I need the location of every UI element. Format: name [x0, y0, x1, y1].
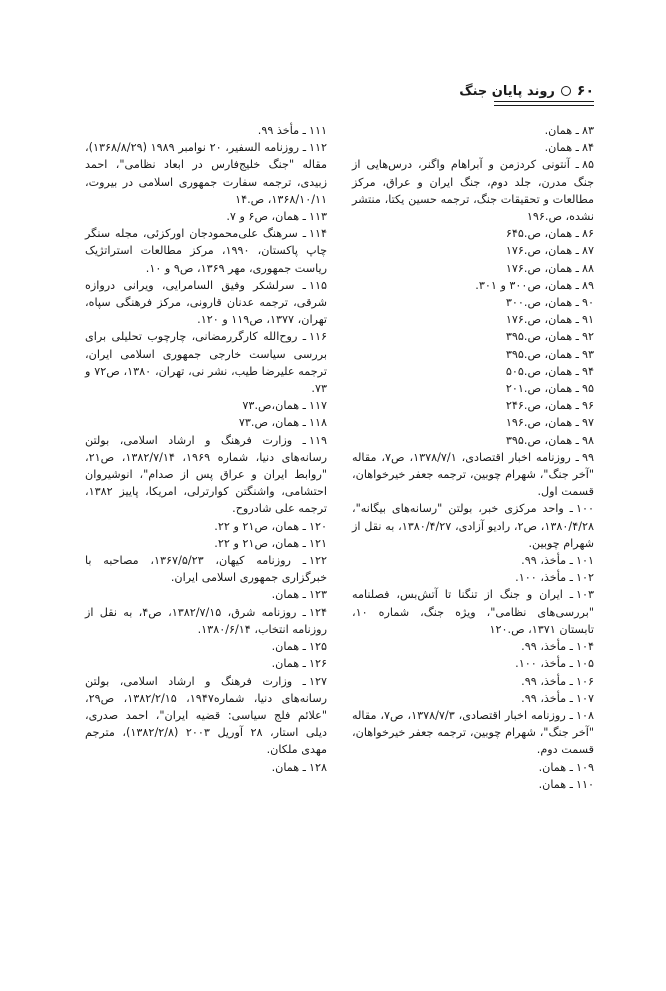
footnote-number: ۱۲۳ [308, 588, 327, 602]
footnote-number: ۹۳ [581, 347, 594, 361]
footnote-number: ۱۱۰ [575, 777, 594, 791]
footnote-number: ۹۷ [581, 416, 594, 430]
footnotes-right-column [352, 122, 594, 793]
footnote-item [85, 535, 327, 552]
footnote-item [85, 432, 327, 518]
footnote-number: ۸۹ [581, 278, 594, 292]
footnote-text: ـ وزارت فرهنگ و ارشاد اسلامی، بولتن رسانه‌های دنیا، شماره۱۹۴۷، ۱۳۸۲/۲/۱۵، ص۲۹، "علائم فلج سیاسی: قضیه ایران"، احمد صدری، دیلی استار، ۲۸ آوریل ۲۰۰۳ (۱۳۸۲/۲/۸)، مترجم مهدی ملکان. [85, 674, 327, 757]
footnote-item [352, 552, 594, 569]
footnote-text: ـ همان، ص۲۱ و ۲۲. [214, 519, 306, 533]
footnote-number: ۱۰۶ [575, 674, 594, 688]
footnote-text: ـ واحد مرکزی خبر، بولتن "رسانه‌های بیگانه"، ۱۳۸۰/۴/۲۸، ص۲، رادیو آزادی، ۱۳۸۰/۴/۲۷، به نقل از شهرام چوبین. [352, 502, 594, 550]
footnote-text: ـ همان. [271, 760, 306, 774]
footnote-item [352, 759, 594, 776]
footnote-number: ۱۲۲ [308, 554, 328, 568]
footnote-number: ۹۱ [581, 313, 594, 327]
footnote-number: ۱۰۱ [575, 554, 594, 568]
footnote-text: ـ همان، ص.۱۷۶ [505, 244, 579, 258]
footnote-number: ۸۵ [581, 158, 594, 172]
footnote-item [85, 122, 327, 139]
footnote-item [352, 363, 594, 380]
footnote-item [352, 569, 594, 586]
footnote-text: ـ آنتونی کردزمن و آبراهام واگنر، درس‌هایی از جنگ مدرن، جلد دوم، جنگ ایران و عراق، مرکز مطالعات و تحقیقات جنگ، ترجمه حسین یکتا، منتشر نشده، ص.۱۹۶ [352, 158, 594, 224]
footnote-text: ـ همان. [271, 640, 306, 654]
page-number: ۶۰ [576, 83, 594, 99]
footnote-number: ۱۱۶ [308, 330, 327, 344]
footnote-number: ۸۳ [581, 124, 594, 137]
footnote-number: ۱۰۷ [575, 691, 594, 705]
footnote-text: ـ روزنامه کیهان، ۱۳۶۷/۵/۲۳، مصاحبه با خبرگزاری جمهوری اسلامی ایران. [85, 554, 327, 585]
footnote-number: ۱۰۲ [575, 571, 594, 585]
footnote-number: ۱۰۳ [575, 588, 594, 602]
circle-bullet-icon [561, 86, 571, 96]
footnote-number: ۹۹ [581, 450, 594, 464]
footnote-number: ۹۲ [581, 330, 594, 344]
footnote-text: ـ مأخذ، ۱۰۰. [515, 571, 573, 585]
footnote-item [85, 414, 327, 431]
footnote-text: ـ سرهنگ علی‌محمودجان اورکزئی، مجله سنگر چاپ پاکستان، ۱۹۹۰، مرکز مطالعات استراتژیک ریاست جمهوری، مهر ۱۳۶۹، ص۹ و ۱۰. [85, 227, 327, 275]
footnote-number: ۱۱۱ [308, 124, 327, 137]
footnote-number: ۱۲۵ [308, 640, 327, 654]
footnote-text: ـ ایران و جنگ از تنگنا تا آتش‌بس، فصلنامه "بررسی‌های نظامی"، ویژه جنگ، شماره ۱۰، تابستان ۱۳۷۱، ص.۱۲۰ [352, 588, 594, 636]
footnote-number: ۱۰۰ [575, 502, 594, 516]
footnote-item [352, 139, 594, 156]
footnote-text: ـ همان، ص.۷۳ [238, 416, 306, 430]
footnote-item [352, 225, 594, 242]
footnote-item [85, 397, 327, 414]
footnotes-left-column [85, 122, 327, 776]
footnote-item [352, 397, 594, 414]
footnote-text: ـ همان، ص.۱۹۶ [505, 416, 579, 430]
footnote-text: ـ روزنامه شرق، ۱۳۸۲/۷/۱۵، ص۴، به نقل از روزنامه انتخاب، ۱۳۸۰/۶/۱۴. [85, 605, 327, 636]
footnote-text: ـ همان. [538, 760, 573, 774]
footnote-text: ـ همان، ص۲۱ و ۲۲. [214, 536, 306, 550]
footnote-item [352, 328, 594, 345]
footnote-number: ۱۲۷ [308, 674, 327, 688]
footnote-item [352, 277, 594, 294]
footnote-item [352, 586, 594, 638]
footnote-item [85, 552, 327, 586]
footnote-item [85, 759, 327, 776]
footnote-item [85, 655, 327, 672]
footnote-number: ۱۱۵ [308, 278, 327, 292]
footnote-item [85, 604, 327, 638]
footnote-item [352, 311, 594, 328]
footnote-item [85, 638, 327, 655]
footnote-number: ۱۱۸ [308, 416, 327, 430]
footnote-number: ۱۲۶ [308, 657, 327, 671]
footnote-text: ـ وزارت فرهنگ و ارشاد اسلامی، بولتن رسانه‌های دنیا، شماره ۱۹۶۹، ۱۳۸۲/۷/۱۴، ص۲۱، "روابط ایران و عراق پس از صدام"، انوشیروان احتشامی، واشنگتن کوارترلی، امریکا، پاییز ۱۳۸۲، ترجمه علی شادروح. [85, 433, 327, 516]
footnote-text: ـ مأخذ ۹۹. [257, 124, 306, 137]
footnote-number: ۱۰۹ [575, 760, 594, 774]
footnote-item [352, 500, 594, 552]
footnote-text: ـ مأخذ، ۱۰۰. [515, 657, 573, 671]
footnote-number: ۱۲۸ [308, 760, 327, 774]
footnote-text: ـ همان، ص۳۰۰ و ۳۰۱. [475, 278, 579, 292]
footnote-text: ـ روزنامه اخبار اقتصادی، ۱۳۷۸/۷/۳، ص۷، مقاله "آخر جنگ"، شهرام چوبین، ترجمه جعفر خیرخواهان، قسمت دوم. [352, 708, 594, 757]
footnote-text: ـ همان، ص.۳۹۵ [505, 330, 579, 344]
footnote-item [352, 294, 594, 311]
footnote-number: ۱۲۱ [308, 536, 327, 550]
footnote-number: ۱۲۴ [308, 605, 327, 619]
footnote-item [352, 156, 594, 225]
footnote-item [85, 208, 327, 225]
footnote-item [352, 260, 594, 277]
footnote-text: ـ همان، ص.۳۰۰ [505, 296, 579, 310]
footnote-item [352, 449, 594, 501]
footnote-number: ۹۸ [581, 433, 594, 447]
footnote-item [352, 242, 594, 259]
footnote-number: ۱۱۴ [308, 227, 327, 241]
footnote-text: ـ همان. [538, 777, 573, 791]
footnote-text: ـ همان، ص.۱۷۶ [505, 313, 579, 327]
footnote-text: ـ روزنامه السفیر، ۲۰ نوامبر ۱۹۸۹ (۱۳۶۸/۸/۲۹)، مقاله "جنگ خلیج‌فارس در ابعاد نظامی"، احمد زبیدی، ترجمه سفارت جمهوری اسلامی در بیروت، ۱۳۶۸/۱۰/۱۱، ص.۱۴ [85, 141, 327, 206]
footnote-item [85, 518, 327, 535]
footnote-text: ـ همان، ص۶ و ۷. [226, 210, 306, 224]
footnote-item [352, 707, 594, 759]
footnote-item [352, 346, 594, 363]
header-rule [494, 101, 594, 106]
footnote-number: ۱۰۸ [575, 708, 594, 722]
footnote-text: ـ روح‌الله کارگررمضانی، چارچوب تحلیلی برای بررسی سیاست خارجی جمهوری اسلامی ایران، ترجمه علیرضا طیب، نشر نی، تهران، ۱۳۸۰، ص۷۲ و ۷۳. [85, 330, 327, 396]
footnote-item [85, 139, 327, 208]
page-header [72, 80, 594, 102]
footnote-text: ـ همان، ص.۳۹۵ [505, 347, 579, 361]
footnote-item [352, 414, 594, 431]
footnote-text: ـ همان. [544, 141, 579, 155]
footnote-text: ـ همان، ص.۲۰۱ [505, 382, 579, 396]
footnote-text: ـ همان، ص.۶۴۵ [505, 227, 579, 241]
footnote-item [85, 328, 327, 397]
footnote-text: ـ همان، ص.۲۴۶ [505, 399, 579, 413]
footnote-item [352, 380, 594, 397]
footnote-number: ۸۶ [581, 227, 594, 241]
footnote-item [352, 122, 594, 139]
footnote-number: ۱۱۹ [308, 433, 327, 447]
footnote-item [352, 655, 594, 672]
footnote-text: ـ همان،ص.۷۳ [242, 399, 306, 413]
footnote-item [352, 690, 594, 707]
footnote-number: ۱۱۷ [308, 399, 327, 413]
footnote-text: ـ مأخذ، ۹۹. [521, 674, 573, 688]
footnote-number: ۱۲۰ [308, 519, 327, 533]
footnote-text: ـ همان. [271, 588, 306, 602]
footnote-number: ۹۵ [581, 382, 594, 396]
footnote-number: ۹۶ [581, 399, 594, 413]
footnote-item [85, 277, 327, 329]
footnote-text: ـ مأخذ، ۹۹. [521, 640, 573, 654]
footnote-text: ـ همان. [544, 124, 579, 137]
footnote-number: ۹۴ [581, 364, 594, 378]
running-head: روند پایان جنگ [459, 83, 555, 99]
footnote-text: ـ همان، ص.۱۷۶ [505, 261, 579, 275]
footnote-number: ۹۰ [581, 296, 594, 310]
footnote-item [85, 586, 327, 603]
footnote-text: ـ همان. [271, 657, 306, 671]
footnote-number: ۱۱۲ [308, 141, 328, 155]
footnote-item [352, 776, 594, 793]
footnote-number: ۸۸ [581, 261, 594, 275]
footnote-text: ـ همان، ص.۳۹۵ [505, 433, 579, 447]
footnote-number: ۸۷ [581, 244, 594, 258]
footnote-text: ـ مأخذ، ۹۹. [521, 691, 573, 705]
footnote-number: ۱۰۴ [575, 640, 594, 654]
footnote-item [85, 225, 327, 277]
footnote-text: ـ سرلشکر وفیق السامرایی، ویرانی دروازه شرقی، ترجمه عدنان قارونی، مرکز فرهنگی سپاه، تهران، ۱۳۷۷، ص۱۱۹ و ۱۲۰. [85, 278, 327, 327]
footnote-item [85, 673, 327, 759]
footnote-item [352, 673, 594, 690]
footnote-text: ـ روزنامه اخبار اقتصادی، ۱۳۷۸/۷/۱، ص۷، مقاله "آخر جنگ"، شهرام چوبین، ترجمه جعفر خیرخواهان، قسمت اول. [352, 450, 594, 499]
footnote-text: ـ همان، ص.۵۰۵ [505, 364, 579, 378]
footnote-item [352, 638, 594, 655]
footnote-number: ۸۴ [581, 141, 594, 155]
footnote-number: ۱۱۳ [308, 210, 327, 224]
footnote-text: ـ مأخذ، ۹۹. [521, 554, 573, 568]
footnote-number: ۱۰۵ [575, 657, 594, 671]
footnote-item [352, 432, 594, 449]
